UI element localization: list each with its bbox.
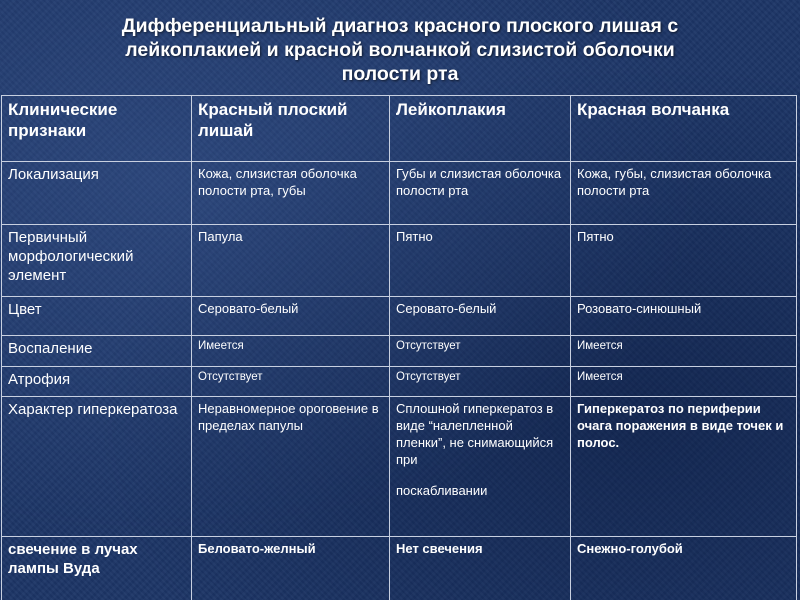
table-row xyxy=(2,397,797,537)
table-cell: Отсутствует xyxy=(390,336,571,367)
table-cell xyxy=(390,397,571,537)
row-label-cell: Цвет xyxy=(2,297,192,336)
table-cell: Пятно xyxy=(390,225,571,297)
table-cell: Пятно xyxy=(571,225,797,297)
table-cell: Кожа, губы, слизистая оболочка полости рта xyxy=(571,162,797,225)
row-label-cell: Характер гиперкератоза xyxy=(2,397,192,537)
table-row xyxy=(2,162,797,225)
diagnosis-table xyxy=(1,95,797,600)
table-cell: Отсутствует xyxy=(192,367,390,397)
title-line-2: лейкоплакией и красной волчанкой слизистой оболочки xyxy=(125,39,675,61)
table-cell: Имеется xyxy=(192,336,390,367)
table-cell: Неравномерное ороговение в пределах папулы xyxy=(192,397,390,537)
header-cell: Лейкоплакия xyxy=(390,96,571,162)
table-cell: Отсутствует xyxy=(390,367,571,397)
table-cell: Серовато-белый xyxy=(192,297,390,336)
table-cell: Кожа, слизистая оболочка полости рта, губы xyxy=(192,162,390,225)
slide-title xyxy=(40,14,760,86)
table-row xyxy=(2,367,797,397)
header-cell: Красный плоский лишай xyxy=(192,96,390,162)
table-cell: Серовато-белый xyxy=(390,297,571,336)
table-row xyxy=(2,297,797,336)
table-header-row xyxy=(2,96,797,162)
title-line-1: Дифференциальный диагноз красного плоского лишая с xyxy=(121,15,679,37)
table-cell: Снежно-голубой xyxy=(571,537,797,600)
title-line-3: полости рта xyxy=(341,63,459,85)
header-cell: Красная волчанка xyxy=(571,96,797,162)
header-cell: Клинические признаки xyxy=(2,96,192,162)
table-row xyxy=(2,537,797,600)
table-cell: Гиперкератоз по периферии очага поражения в виде точек и полос. xyxy=(571,397,797,537)
table-cell: Губы и слизистая оболочка полости рта xyxy=(390,162,571,225)
row-label-cell: Воспаление xyxy=(2,336,192,367)
table-cell: Нет свечения xyxy=(390,537,571,600)
table-cell: Папула xyxy=(192,225,390,297)
row-label-cell: Атрофия xyxy=(2,367,192,397)
table-cell: Имеется xyxy=(571,336,797,367)
row-label-cell: свечение в лучах лампы Вуда xyxy=(2,537,192,600)
cell-text: Сплошной гиперкератоз в виде “налепленной пленки”, не снимающийся при xyxy=(396,401,554,467)
table-row xyxy=(2,225,797,297)
cell-text-continued: поскабливании xyxy=(396,483,488,498)
table-cell: Беловато-желный xyxy=(192,537,390,600)
table-cell: Имеется xyxy=(571,367,797,397)
row-label-cell: Первичный морфологический элемент xyxy=(2,225,192,297)
row-label-cell: Локализация xyxy=(2,162,192,225)
table-row xyxy=(2,336,797,367)
table-cell: Розовато-синюшный xyxy=(571,297,797,336)
